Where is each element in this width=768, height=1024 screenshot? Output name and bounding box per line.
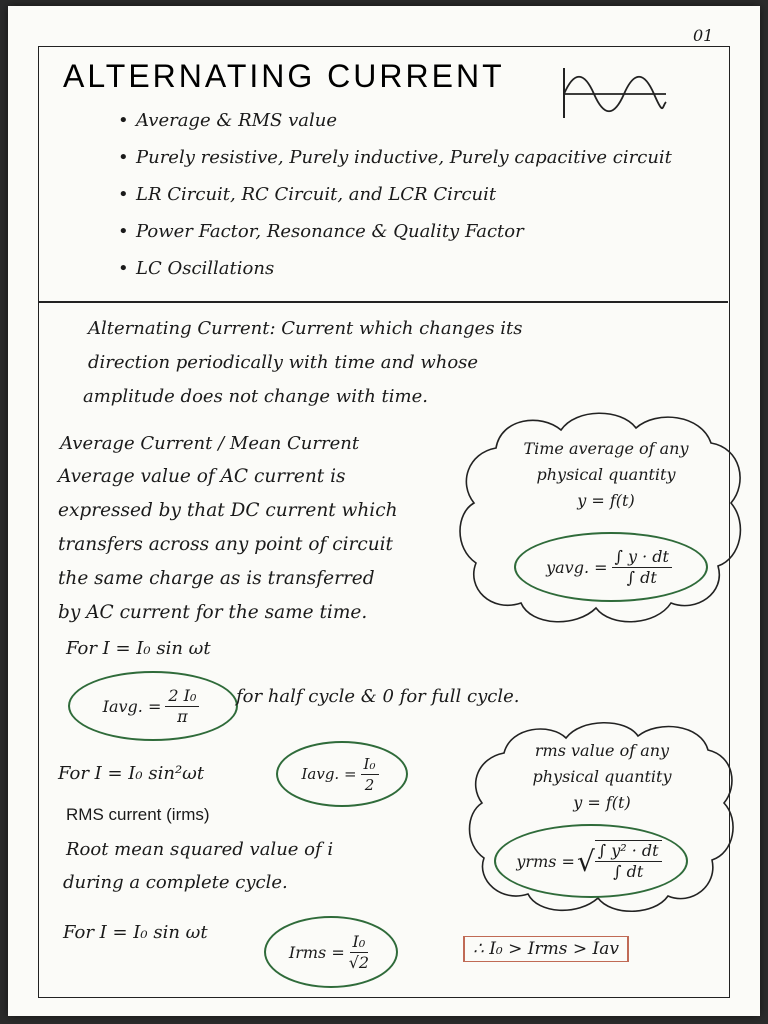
for-rms-label: For I = I₀ sin ωt — [63, 922, 208, 943]
yrms-formula-oval: yrms = √ $\frac{\text{∫ y² · dt}}{\int dt}$ — [494, 824, 688, 898]
topic-item: • Average & RMS value — [118, 110, 338, 131]
section-divider — [38, 301, 728, 303]
rms-line-2: during a complete cycle. — [63, 872, 288, 893]
average-paragraph: Average value of AC current is expressed by that DC current which transfers across any point of circuit the same charge as is transferred by AC current for the same time. — [58, 466, 398, 623]
iavg-half-cycle-note: for half cycle & 0 for full cycle. — [236, 686, 520, 707]
topics-list — [118, 106, 672, 291]
average-heading: Average Current / Mean Current — [60, 433, 360, 454]
cloud2-text: rms value of any physical quantity y = f(t) — [532, 741, 672, 812]
for-sin-squared-label: For I = I₀ sin²ωt — [58, 763, 205, 784]
definition-line-3: amplitude does not change with time. — [83, 386, 428, 407]
page-number: 01 — [693, 26, 714, 45]
notebook-page — [8, 6, 760, 1016]
definition-line-1: Alternating Current: Current which changes its — [88, 318, 523, 339]
iavg-sin-squared-oval: Iavg. = $\frac{\text{I₀}}{2}$ — [276, 741, 408, 807]
current-inequality-box: ∴ I₀ > Irms > Iav — [463, 936, 629, 962]
topic-item: • Purely resistive, Purely inductive, Purely capacitive circuit — [118, 147, 672, 168]
topic-item: • LC Oscillations — [118, 258, 275, 279]
irms-formula-oval: Irms = $\frac{\text{I₀}}{√2}$ — [264, 916, 398, 988]
for-sin-label: For I = I₀ sin ωt — [66, 638, 211, 659]
yavg-formula-oval: yavg. = $\frac{\int y \cdot dt}{\int dt}$ — [514, 532, 708, 602]
cloud1-text: Time average of any physical quantity y = f(t) — [523, 439, 689, 510]
definition-line-2: direction periodically with time and whose — [88, 352, 479, 373]
topic-item: • Power Factor, Resonance & Quality Factor — [118, 221, 524, 242]
topic-item: • LR Circuit, RC Circuit, and LCR Circuit — [118, 184, 497, 205]
page-title: ALTERNATING CURRENT — [63, 58, 505, 94]
iavg-half-cycle-oval: Iavg. = $\frac{\text{2 I₀}}{\pi}$ — [68, 671, 238, 741]
rms-line-1: Root mean squared value of i — [66, 839, 334, 860]
rms-heading: RMS current (irms) — [66, 805, 210, 824]
